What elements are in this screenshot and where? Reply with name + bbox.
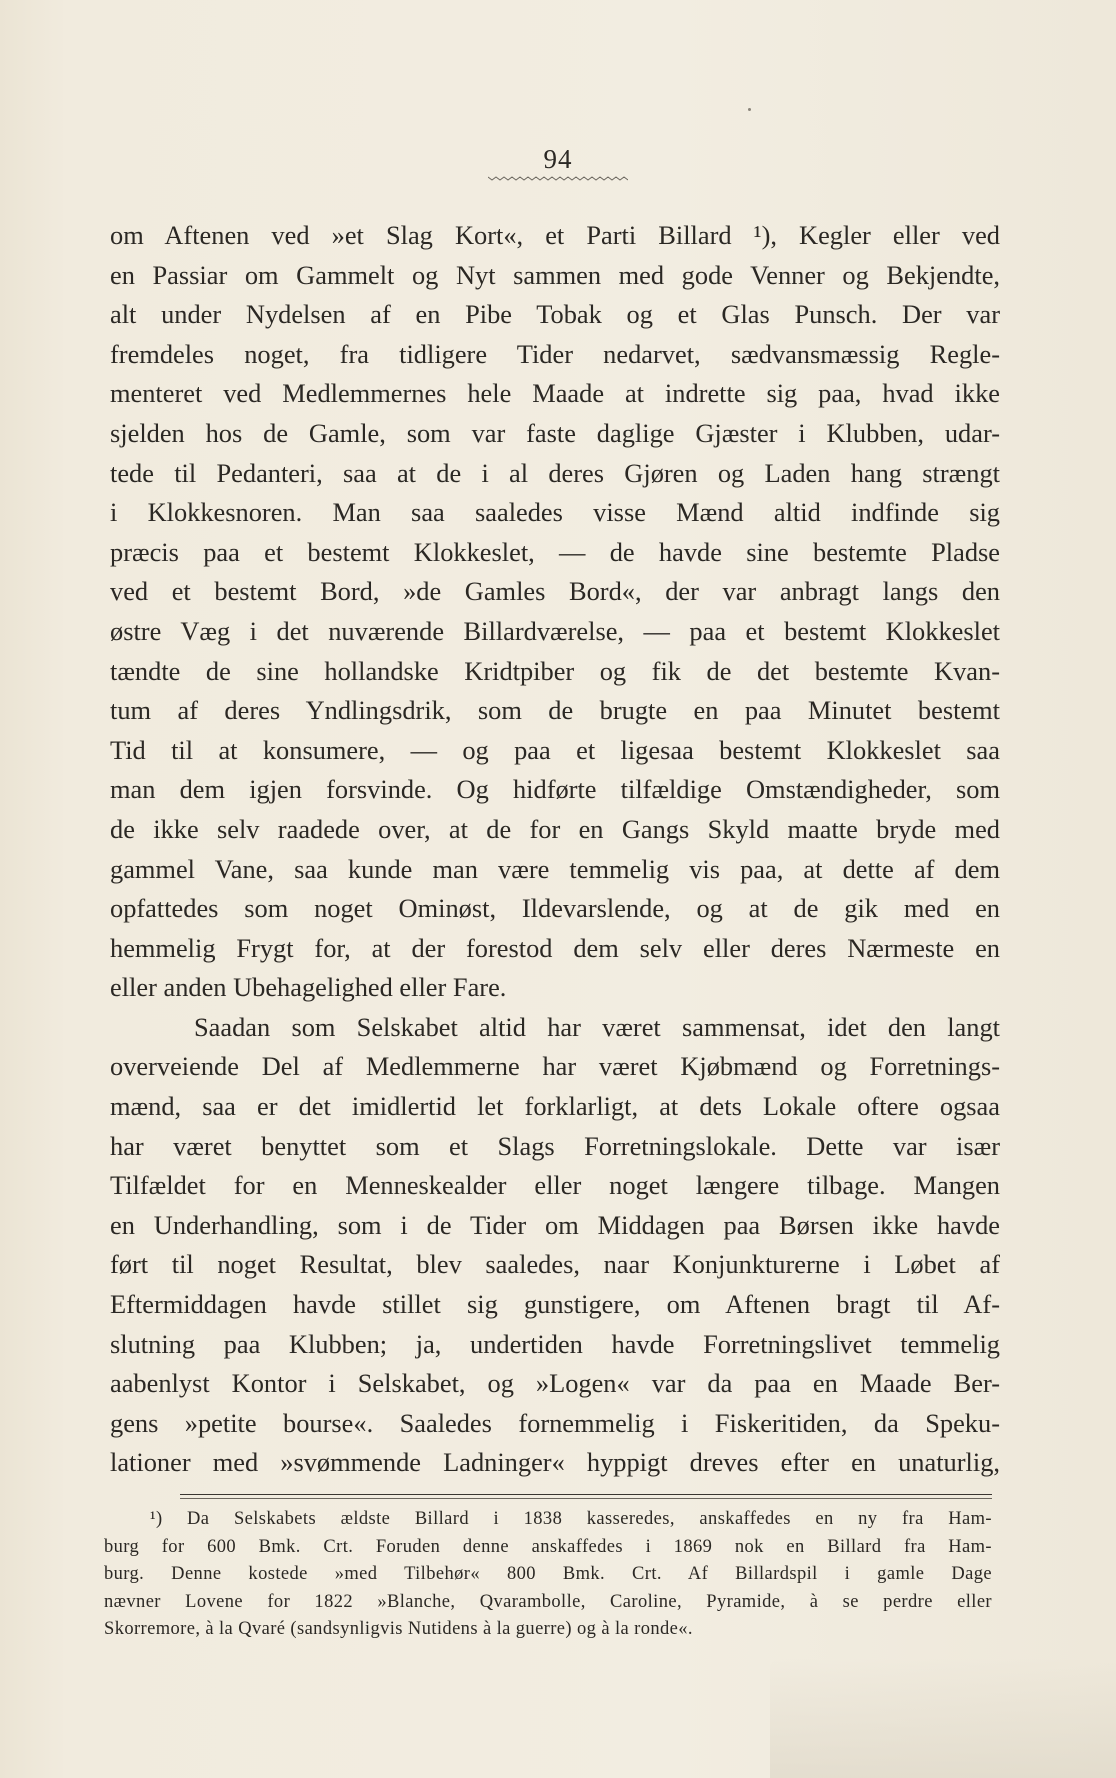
footnote-line: Skorremore, à la Qvaré (sandsynligvis Nutidens à la guerre) og à la ronde«. xyxy=(104,1619,693,1640)
footnote-divider xyxy=(180,1498,992,1499)
text-line: tændte de sine hollandske Kridtpiber og fik de det bestemte Kvan- xyxy=(110,655,1000,686)
footnote-line: nævner Lovene for 1822 »Blanche, Qvarambolle, Caroline, Pyramide, à se perdre eller xyxy=(104,1591,992,1612)
text-line: hemmelig Frygt for, at der forestod dem selv eller deres Nærmeste en xyxy=(110,932,1000,963)
text-line: tum af deres Yndlingsdrik, som de brugte en paa Minutet bestemt xyxy=(110,695,1000,726)
text-line: Saadan som Selskabet altid har været sammensat, idet den langt xyxy=(194,1011,1000,1042)
footnote-line: ¹) Da Selskabets ældste Billard i 1838 kasseredes, anskaffedes en ny fra Ham- xyxy=(150,1509,992,1529)
text-line: lationer med »svømmende Ladninger« hyppigt dreves efter en unaturlig, xyxy=(110,1447,1000,1478)
text-line: menteret ved Medlemmernes hele Maade at indrette sig paa, hvad ikke xyxy=(110,378,1000,409)
text-line: Eftermiddagen havde stillet sig gunstigere, om Aftenen bragt til Af- xyxy=(110,1289,1000,1320)
text-line: fremdeles noget, fra tidligere Tider nedarvet, sædvansmæssig Regle- xyxy=(110,338,1000,369)
text-line: gammel Vane, saa kunde man være temmelig vis paa, at dette af dem xyxy=(110,853,1000,884)
text-line: man dem igjen forsvinde. Og hidførte tilfældige Omstændigheder, som xyxy=(110,774,1000,805)
text-line: sjelden hos de Gamle, som var faste daglige Gjæster i Klubben, udar- xyxy=(110,417,1000,448)
text-line: i Klokkesnoren. Man saa saaledes visse Mænd altid indfinde sig xyxy=(110,497,1000,528)
text-line: Tilfældet for en Menneskealder eller noget længere tilbage. Mangen xyxy=(110,1170,1000,1201)
text-line: gens »petite bourse«. Saaledes fornemmelig i Fiskeritiden, da Speku- xyxy=(110,1407,1000,1438)
text-line: ved et bestemt Bord, »de Gamles Bord«, der var anbragt langs den xyxy=(110,576,1000,607)
text-line: en Underhandling, som i de Tider om Middagen paa Børsen ikke havde xyxy=(110,1209,1000,1240)
footnotes xyxy=(104,1506,992,1644)
paper-speck-icon xyxy=(748,108,751,111)
text-line: Tid til at konsumere, — og paa et ligesaa bestemt Klokkeslet saa xyxy=(110,734,1000,765)
text-line: om Aftenen ved »et Slag Kort«, et Parti Billard ¹), Kegler eller ved xyxy=(110,220,1000,250)
text-line: ført til noget Resultat, blev saaledes, naar Konjunkturerne i Løbet af xyxy=(110,1249,1000,1280)
body-text xyxy=(110,216,1000,1483)
text-line: slutning paa Klubben; ja, undertiden havde Forretningslivet temmelig xyxy=(110,1328,1000,1359)
text-line: alt under Nydelsen af en Pibe Tobak og et Glas Punsch. Der var xyxy=(110,299,1000,330)
text-line: østre Væg i det nuværende Billardværelse, — paa et bestemt Klokkeslet xyxy=(110,615,1000,646)
page-corner-shadow xyxy=(770,1658,1116,1778)
ornament-rule-icon xyxy=(488,174,628,182)
page-number: 94 xyxy=(543,144,573,174)
text-line: opfattedes som noget Ominøst, Ildevarslende, og at de gik med en xyxy=(110,893,1000,924)
footnote-divider xyxy=(180,1494,992,1495)
footnote-line: burg for 600 Bmk. Crt. Foruden denne anskaffedes i 1869 nok en Billard fra Ham- xyxy=(104,1536,992,1557)
text-line: overveiende Del af Medlemmerne har været Kjøbmænd og Forretnings- xyxy=(110,1051,1000,1082)
text-line: de ikke selv raadede over, at de for en Gangs Skyld maatte bryde med xyxy=(110,813,1000,844)
text-line: aabenlyst Kontor i Selskabet, og »Logen« var da paa en Maade Ber- xyxy=(110,1368,1000,1399)
text-line: præcis paa et bestemt Klokkeslet, — de havde sine bestemte Pladse xyxy=(110,536,1000,567)
text-line: en Passiar om Gammelt og Nyt sammen med gode Venner og Bekjendte, xyxy=(110,259,1000,290)
text-line: eller anden Ubehagelighed eller Fare. xyxy=(110,972,507,1003)
text-line: mænd, saa er det imidlertid let forklarligt, at dets Lokale oftere ogsaa xyxy=(110,1091,1000,1122)
text-line: tede til Pedanteri, saa at de i al deres Gjøren og Laden hang strængt xyxy=(110,457,1000,488)
footnote-line: burg. Denne kostede »med Tilbehør« 800 Bmk. Crt. Af Billardspil i gamle Dage xyxy=(104,1564,992,1585)
text-line: har været benyttet som et Slags Forretningslokale. Dette var især xyxy=(110,1130,1000,1161)
